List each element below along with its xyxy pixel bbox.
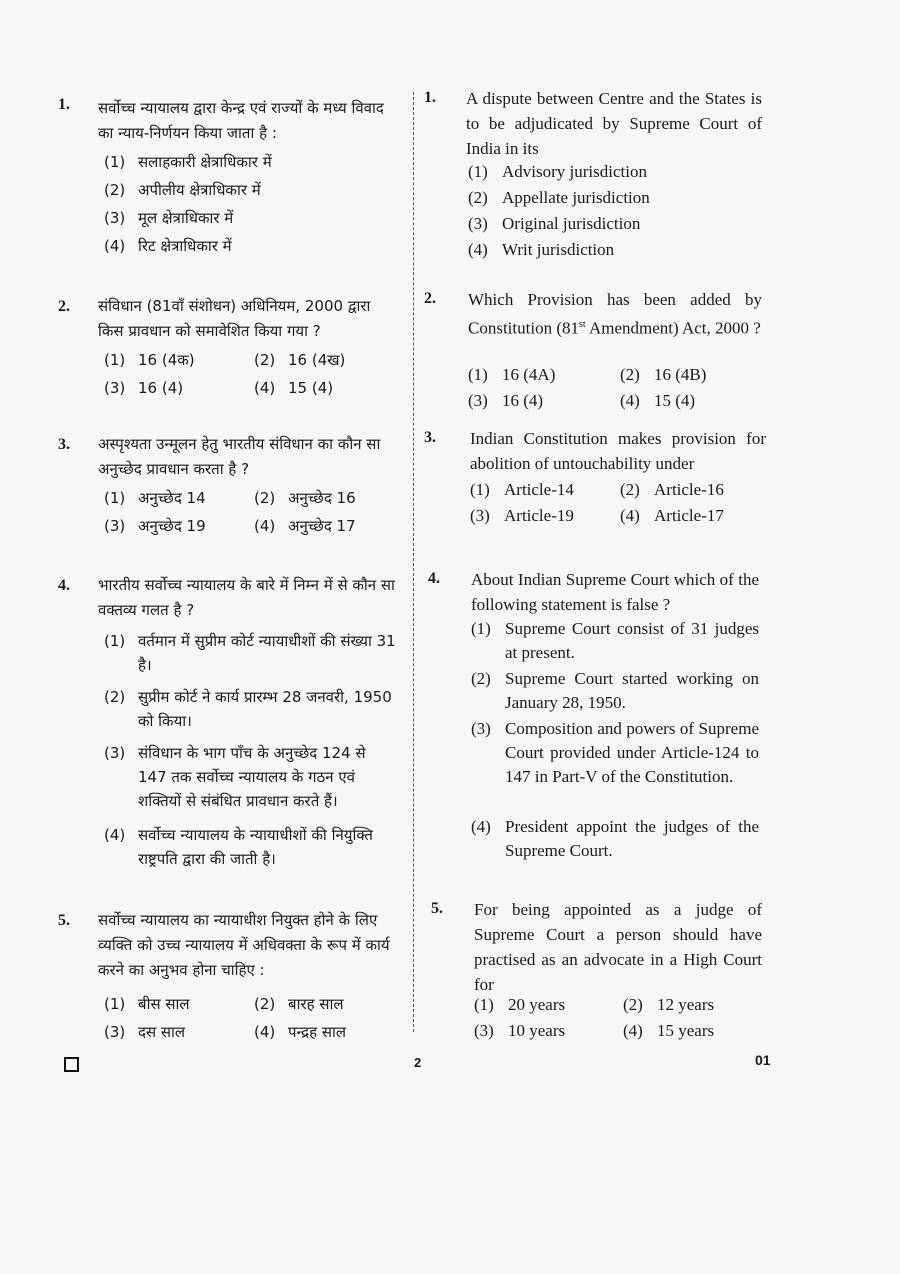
question-text: For being appointed as a judge of Supreme Court a person should have practised as an advocate in a High Court for (474, 900, 762, 994)
column-divider (413, 92, 414, 1032)
option-4: (4) 15 (4) (620, 391, 696, 410)
question-text: सर्वोच्च न्यायालय द्वारा केन्द्र एवं राज्यों के मध्य विवाद का न्याय-निर्णयन किया जाता है : (98, 99, 384, 142)
option-3: (3) Article-19 (470, 506, 574, 525)
question-number: 3. (58, 436, 70, 453)
question-number: 2. (58, 298, 70, 315)
question-number: 2. (424, 290, 436, 307)
question-text: सर्वोच्च न्यायालय का न्यायाधीश नियुक्त होने के लिए व्यक्ति को उच्च न्यायालय में अधिवक्ता के रूप में कार्य करने का अनुभव होना चाहिए : (98, 911, 390, 979)
option-1: (1) वर्तमान में सुप्रीम कोर्ट न्यायाधीशों की संख्या 31 है। (104, 632, 396, 674)
option-4: (4) President appoint the judges of the Supreme Court. (471, 817, 759, 860)
option-4: (4) सर्वोच्च न्यायालय के न्यायाधीशों की नियुक्ति राष्ट्रपति द्वारा की जाती है। (104, 826, 373, 868)
option-1: (1) 16 (4A) (468, 365, 556, 384)
option-1: (1) 20 years (474, 995, 566, 1014)
question-number: 5. (431, 900, 443, 917)
option-3: (3) 16 (4) (468, 391, 544, 410)
question-text: संविधान (81वाँ संशोधन) अधिनियम, 2000 द्वारा किस प्रावधान को समावेशित किया गया ? (98, 297, 371, 340)
option-4: (4) Writ jurisdiction (468, 240, 615, 259)
page-number: 2 (414, 1055, 422, 1070)
option-2: (2) अनुच्छेद 16 (254, 489, 356, 507)
question-number: 1. (424, 89, 436, 106)
option-4: (4) 15 (4) (254, 379, 334, 397)
question-number: 4. (58, 577, 70, 594)
option-1: (1) बीस साल (104, 995, 190, 1013)
question-number: 1. (58, 96, 70, 113)
option-3: (3) दस साल (104, 1023, 186, 1041)
option-4: (4) Article-17 (620, 506, 724, 525)
option-4: (4) 15 years (623, 1021, 715, 1040)
option-1: (1) अनुच्छेद 14 (104, 489, 206, 507)
option-2: (2) Supreme Court started working on January 28, 1950. (471, 669, 759, 712)
booklet-code: 01 (755, 1052, 771, 1068)
option-2: (2) अपीलीय क्षेत्राधिकार में (104, 181, 261, 199)
option-4: (4) पन्द्रह साल (254, 1023, 347, 1041)
question-number: 5. (58, 912, 70, 929)
option-3: (3) 10 years (474, 1021, 566, 1040)
question-text: भारतीय सर्वोच्च न्यायालय के बारे में निम्न में से कौन सा वक्तव्य गलत है ? (98, 576, 395, 619)
option-1: (1) Advisory jurisdiction (468, 162, 647, 181)
option-1: (1) Article-14 (470, 480, 574, 499)
option-1: (1) Supreme Court consist of 31 judges at present. (471, 619, 759, 662)
option-3: (3) 16 (4) (104, 379, 184, 397)
option-1: (1) 16 (4क) (104, 351, 195, 369)
question-text: Indian Constitution makes provision for abolition of untouchability under (470, 429, 766, 473)
option-2: (2) 12 years (623, 995, 715, 1014)
question-text: अस्पृश्यता उन्मूलन हेतु भारतीय संविधान का कौन सा अनुच्छेद प्रावधान करता है ? (98, 435, 381, 478)
question-text: A dispute between Centre and the States is to be adjudicated by Supreme Court of India in its (466, 89, 762, 158)
option-2: (2) 16 (4ख) (254, 351, 346, 369)
option-2: (2) Article-16 (620, 480, 724, 499)
option-4: (4) अनुच्छेद 17 (254, 517, 356, 535)
option-2: (2) Appellate jurisdiction (468, 188, 650, 207)
option-2: (2) बारह साल (254, 995, 344, 1013)
question-number: 4. (428, 570, 440, 587)
option-3: (3) Original jurisdiction (468, 214, 641, 233)
option-3: (3) मूल क्षेत्राधिकार में (104, 209, 234, 227)
option-2: (2) 16 (4B) (620, 365, 707, 384)
option-3: (3) Composition and powers of Supreme Court provided under Article-124 to 147 in Part-V of the Constitution. (471, 719, 759, 786)
option-1: (1) सलाहकारी क्षेत्राधिकार में (104, 153, 272, 171)
option-4: (4) रिट क्षेत्राधिकार में (104, 237, 232, 255)
option-3: (3) संविधान के भाग पाँच के अनुच्छेद 124 से 147 तक सर्वोच्च न्यायालय के गठन एवं शक्तियों से संबंधित प्रावधान करते हैं। (104, 744, 366, 810)
option-2: (2) सुप्रीम कोर्ट ने कार्य प्रारम्भ 28 जनवरी, 1950 को किया। (104, 688, 392, 730)
question-text: Which Provision has been added by Constitution (81st Amendment) Act, 2000 ? (468, 290, 762, 338)
question-text: About Indian Supreme Court which of the following statement is false ? (471, 570, 759, 614)
option-3: (3) अनुच्छेद 19 (104, 517, 206, 535)
square-marker-icon (64, 1057, 79, 1072)
question-number: 3. (424, 429, 436, 446)
